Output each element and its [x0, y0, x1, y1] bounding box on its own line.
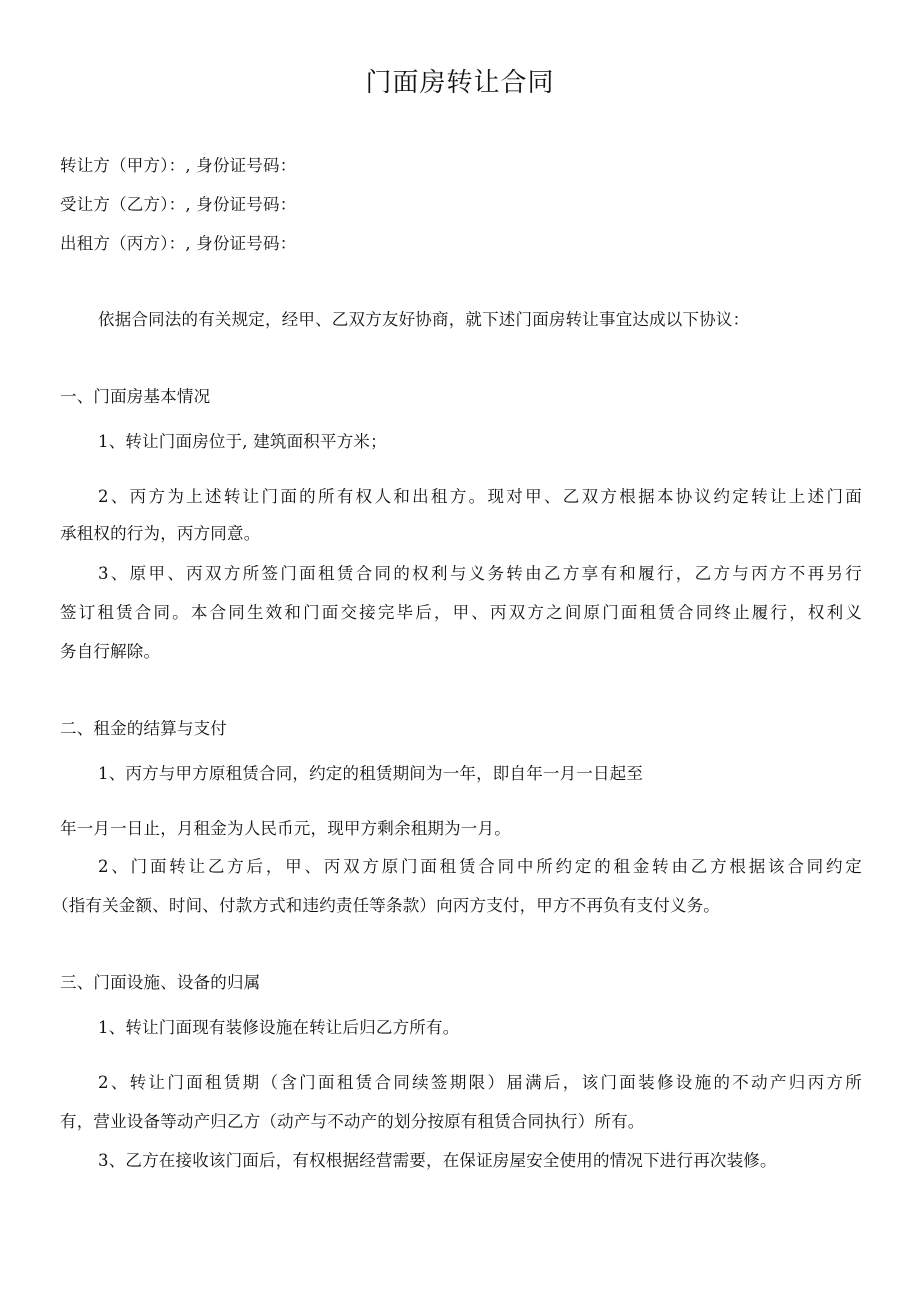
- section2-clause2-line1: 2、门面转让乙方后，甲、丙双方原门面租赁合同中所约定的租金转由乙方根据该合同约定: [98, 857, 862, 876]
- section1-heading: 一、门面房基本情况: [60, 387, 211, 406]
- section2-heading: 二、租金的结算与支付: [60, 719, 227, 738]
- section1-clause1: 1、转让门面房位于, 建筑面积平方米；: [98, 432, 387, 451]
- section3-clause2-line1: 2、转让门面租赁期（含门面租赁合同续签期限）届满后，该门面装修设施的不动产归丙方所: [98, 1073, 862, 1092]
- section1-clause3-line2: 签订租赁合同。本合同生效和门面交接完毕后，甲、丙双方之间原门面租赁合同终止履行，权利义: [60, 603, 862, 622]
- section2-clause1-line1: 1、丙方与甲方原租赁合同，约定的租赁期间为一年，即自年一月一日起至: [98, 764, 644, 783]
- document-title: 门面房转让合同: [365, 68, 555, 98]
- preamble: 依据合同法的有关规定，经甲、乙双方友好协商，就下述门面房转让事宜达成以下协议：: [98, 310, 750, 329]
- section1-clause2-line1: 2、丙方为上述转让门面的所有权人和出租方。现对甲、乙双方根据本协议约定转让上述门面: [98, 487, 862, 506]
- party-lessor: 出租方（丙方）：, 身份证号码：: [60, 234, 297, 253]
- section3-clause1: 1、转让门面现有装修设施在转让后归乙方所有。: [98, 1018, 460, 1037]
- section3-clause3: 3、乙方在接收该门面后，有权根据经营需要，在保证房屋安全使用的情况下进行再次装修。: [98, 1151, 777, 1170]
- section1-clause3-line3: 务自行解除。: [60, 642, 161, 661]
- party-transferor: 转让方（甲方）：, 身份证号码：: [60, 156, 297, 175]
- section3-heading: 三、门面设施、设备的归属: [60, 973, 261, 992]
- section3-clause2-line2: 有，营业设备等动产归乙方（动产与不动产的划分按原有租赁合同执行）所有。: [60, 1112, 645, 1131]
- section2-clause1-line2: 年一月一日止，月租金为人民币元，现甲方剩余租期为一月。: [60, 819, 511, 838]
- section1-clause2-line2: 承租权的行为，丙方同意。: [60, 524, 261, 543]
- section1-clause3-line1: 3、原甲、丙双方所签门面租赁合同的权利与义务转由乙方享有和履行，乙方与丙方不再另行: [98, 564, 862, 583]
- party-transferee: 受让方（乙方）：, 身份证号码：: [60, 195, 297, 214]
- section2-clause2-line2: （指有关金额、时间、付款方式和违约责任等条款）向丙方支付，甲方不再负有支付义务。: [52, 896, 720, 915]
